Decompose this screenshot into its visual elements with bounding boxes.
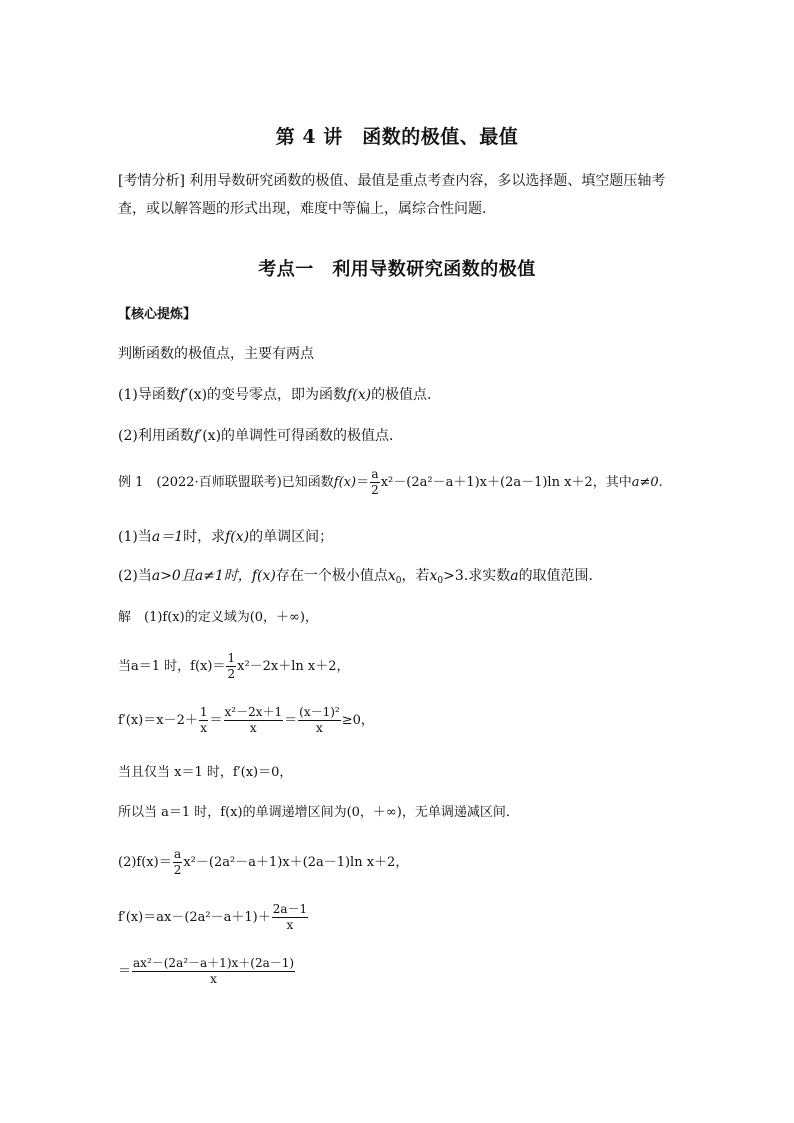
- solution-line-8: ＝ $\frac{\text{ax²－(2a²－a＋1)x＋(2a－1)}}{x}$: [118, 956, 295, 986]
- core-tag: 【核心提炼】: [118, 307, 197, 322]
- solution-line-7: f′(x)＝ax－(2a²－a＋1)＋ $\frac{2a-1}{x}$: [118, 902, 308, 932]
- solution-line-1: 解 (1)f(x)的定义域为(0，＋∞)，: [118, 610, 318, 625]
- intro-text: 判断函数的极值点，主要有两点: [118, 346, 314, 362]
- section-title: 考点一 利用导数研究函数的极值: [258, 259, 536, 280]
- example-1-statement: 例 1 (2022·百师联盟联考)已知函数f(x)＝ $\frac{a}{2}$ x²－(2a²－a＋1)x＋(2a－1)ln x＋2，其中a≠0.: [118, 467, 663, 497]
- analysis-text: 利用导数研究函数的极值、最值是重点考查内容，多以选择题、填空题压轴考查，或以解答题的形式出现，难度中等偏上，属综合性问题．: [118, 173, 666, 217]
- analysis-tag: [考情分析]: [118, 173, 185, 189]
- point-1: (1)导函数f′(x)的变号零点，即为函数f(x)的极值点．: [118, 387, 442, 403]
- question-2: (2)当a>0且a≠1时，f(x)存在一个极小值点$x_0$，若$x_0>3$.求实数a的取值范围．: [118, 568, 603, 586]
- solution-line-6: (2)f(x)＝ $\frac{a}{2}$ x²－(2a²－a＋1)x＋(2a－1)ln x＋2，: [118, 847, 409, 877]
- solution-line-2: 当a＝1 时，f(x)＝ $\frac{1}{2}$ x²－2x＋ln x＋2，: [118, 651, 350, 681]
- solution-line-3: f′(x)＝x－2＋ $\frac{1}{x}$ ＝ $\frac{\text{x²－2x＋1}}{x}$ ＝ $\frac{\text{(x－1)²}}{x}$ ≥0，: [118, 705, 374, 735]
- analysis-paragraph: [118, 167, 684, 223]
- question-1: (1)当a＝1时，求f(x)的单调区间；: [118, 529, 334, 545]
- point-2: (2)利用函数f′(x)的单调性可得函数的极值点．: [118, 428, 404, 444]
- solution-line-5: 所以当 a＝1 时，f(x)的单调递增区间为(0，＋∞)，无单调递减区间．: [118, 805, 519, 820]
- lecture-title: 第 4 讲 函数的极值、最值: [275, 126, 519, 148]
- solution-line-4: 当且仅当 x＝1 时，f′(x)＝0，: [118, 765, 293, 780]
- fraction-a-over-2: $\frac{a}{2}$: [371, 467, 379, 497]
